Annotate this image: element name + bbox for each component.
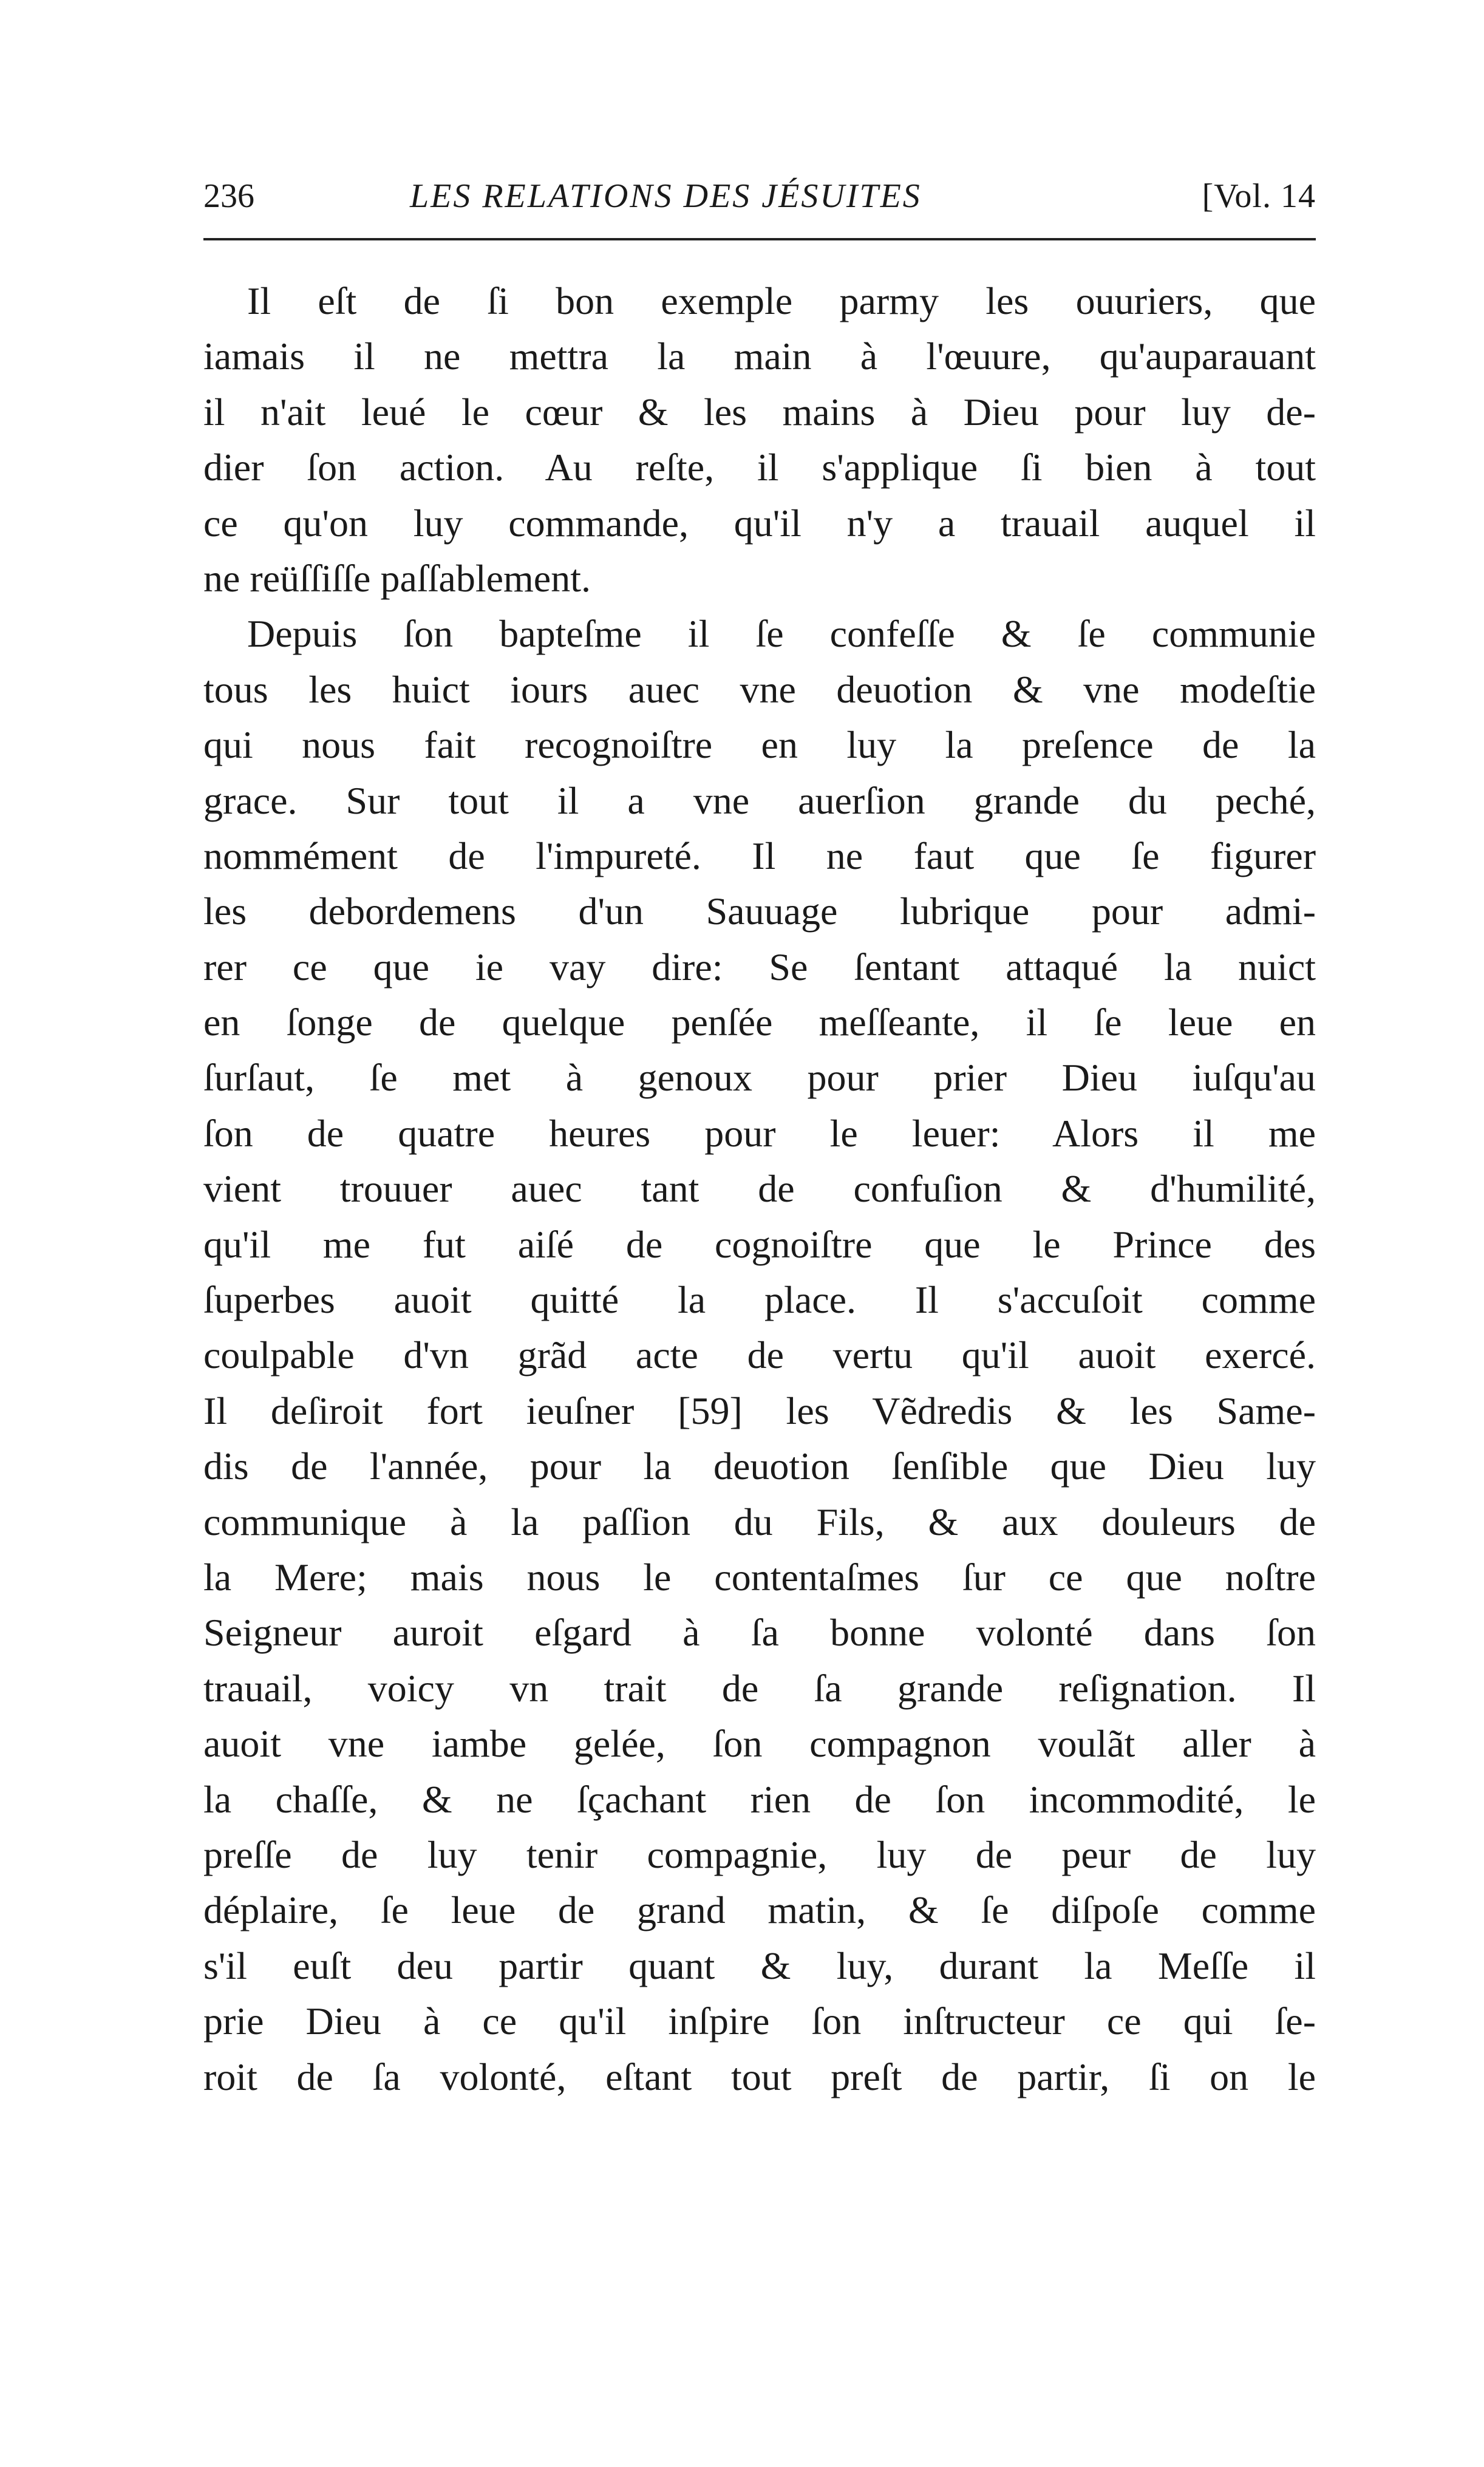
text-line: Depuis ſon bapteſme il ſe confeſſe & ſe communie: [247, 612, 1316, 656]
text-line: dis de l'année, pour la deuotion ſenſible que Dieu luy: [203, 1444, 1316, 1488]
text-line: qui nous fait recognoiſtre en luy la preſence de la: [203, 723, 1316, 767]
text-line: dier ſon action. Au reſte, il s'applique ſi bien à tout: [203, 446, 1316, 489]
text-line: la chaſſe, & ne ſçachant rien de ſon incommodité, le: [203, 1777, 1316, 1821]
text-line: la Mere; mais nous le contentaſmes ſur ce que noſtre: [203, 1555, 1316, 1599]
text-line: ſuperbes auoit quitté la place. Il s'accuſoit comme: [203, 1278, 1316, 1322]
text-line: Seigneur auroit eſgard à ſa bonne volonté dans ſon: [203, 1611, 1316, 1655]
text-line: auoit vne iambe gelée, ſon compagnon voulãt aller à: [203, 1722, 1316, 1766]
text-line: Il eſt de ſi bon exemple parmy les ouuriers, que: [247, 279, 1316, 322]
text-line: iamais il ne mettra la main à l'œuure, qu'auparauant: [203, 335, 1316, 378]
text-line: qu'il me fut aiſé de cognoiſtre que le Prince des: [203, 1222, 1316, 1266]
text-line: les debordemens d'un Sauuage lubrique pour admi-: [203, 890, 1316, 933]
text-line: coulpable d'vn grãd acte de vertu qu'il auoit exercé.: [203, 1333, 1316, 1377]
header-rule: [203, 238, 1316, 240]
volume-label: [Vol. 14: [1202, 177, 1316, 215]
text-line: trauail, voicy vn trait de ſa grande reſignation. Il: [203, 1666, 1316, 1710]
text-line: grace. Sur tout il a vne auerſion grande du peché,: [203, 778, 1316, 822]
running-title: LES RELATIONS DES JÉSUITES: [410, 177, 922, 215]
text-line: ſon de quatre heures pour le leuer: Alors il me: [203, 1111, 1316, 1155]
text-line: vient trouuer auec tant de confuſion & d'humilité,: [203, 1167, 1316, 1211]
text-line: en ſonge de quelque penſée meſſeante, il ſe leue en: [203, 1001, 1316, 1044]
text-line: Il deſiroit fort ieuſner [59] les Vẽdredis & les Same-: [203, 1389, 1316, 1432]
text-line: il n'ait leué le cœur & les mains à Dieu pour luy de-: [203, 390, 1316, 434]
running-head: [203, 172, 1316, 220]
text-line: prie Dieu à ce qu'il inſpire ſon inſtructeur ce qui ſe-: [203, 1999, 1316, 2043]
body-text: [203, 273, 1316, 2105]
text-line: tous les huict iours auec vne deuotion & vne modeſtie: [203, 667, 1316, 711]
text-line: preſſe de luy tenir compagnie, luy de peur de luy: [203, 1832, 1316, 1876]
text-line: déplaire, ſe leue de grand matin, & ſe diſpoſe comme: [203, 1888, 1316, 1932]
text-line: roit de ſa volonté, eſtant tout preſt de partir, ſi on le: [203, 2055, 1316, 2098]
text-line: nommément de l'impureté. Il ne faut que ſe figurer: [203, 834, 1316, 877]
text-line: rer ce que ie vay dire: Se ſentant attaqué la nuict: [203, 945, 1316, 989]
text-line: s'il euſt deu partir quant & luy, durant la Meſſe il: [203, 1944, 1316, 1987]
text-line: ce qu'on luy commande, qu'il n'y a trauail auquel il: [203, 501, 1316, 545]
text-line: ſurſaut, ſe met à genoux pour prier Dieu iuſqu'au: [203, 1056, 1316, 1100]
page-number: 236: [203, 177, 254, 215]
text-line: ne reüſſiſſe paſſablement.: [203, 556, 591, 600]
text-line: communique à la paſſion du Fils, & aux douleurs de: [203, 1500, 1316, 1543]
